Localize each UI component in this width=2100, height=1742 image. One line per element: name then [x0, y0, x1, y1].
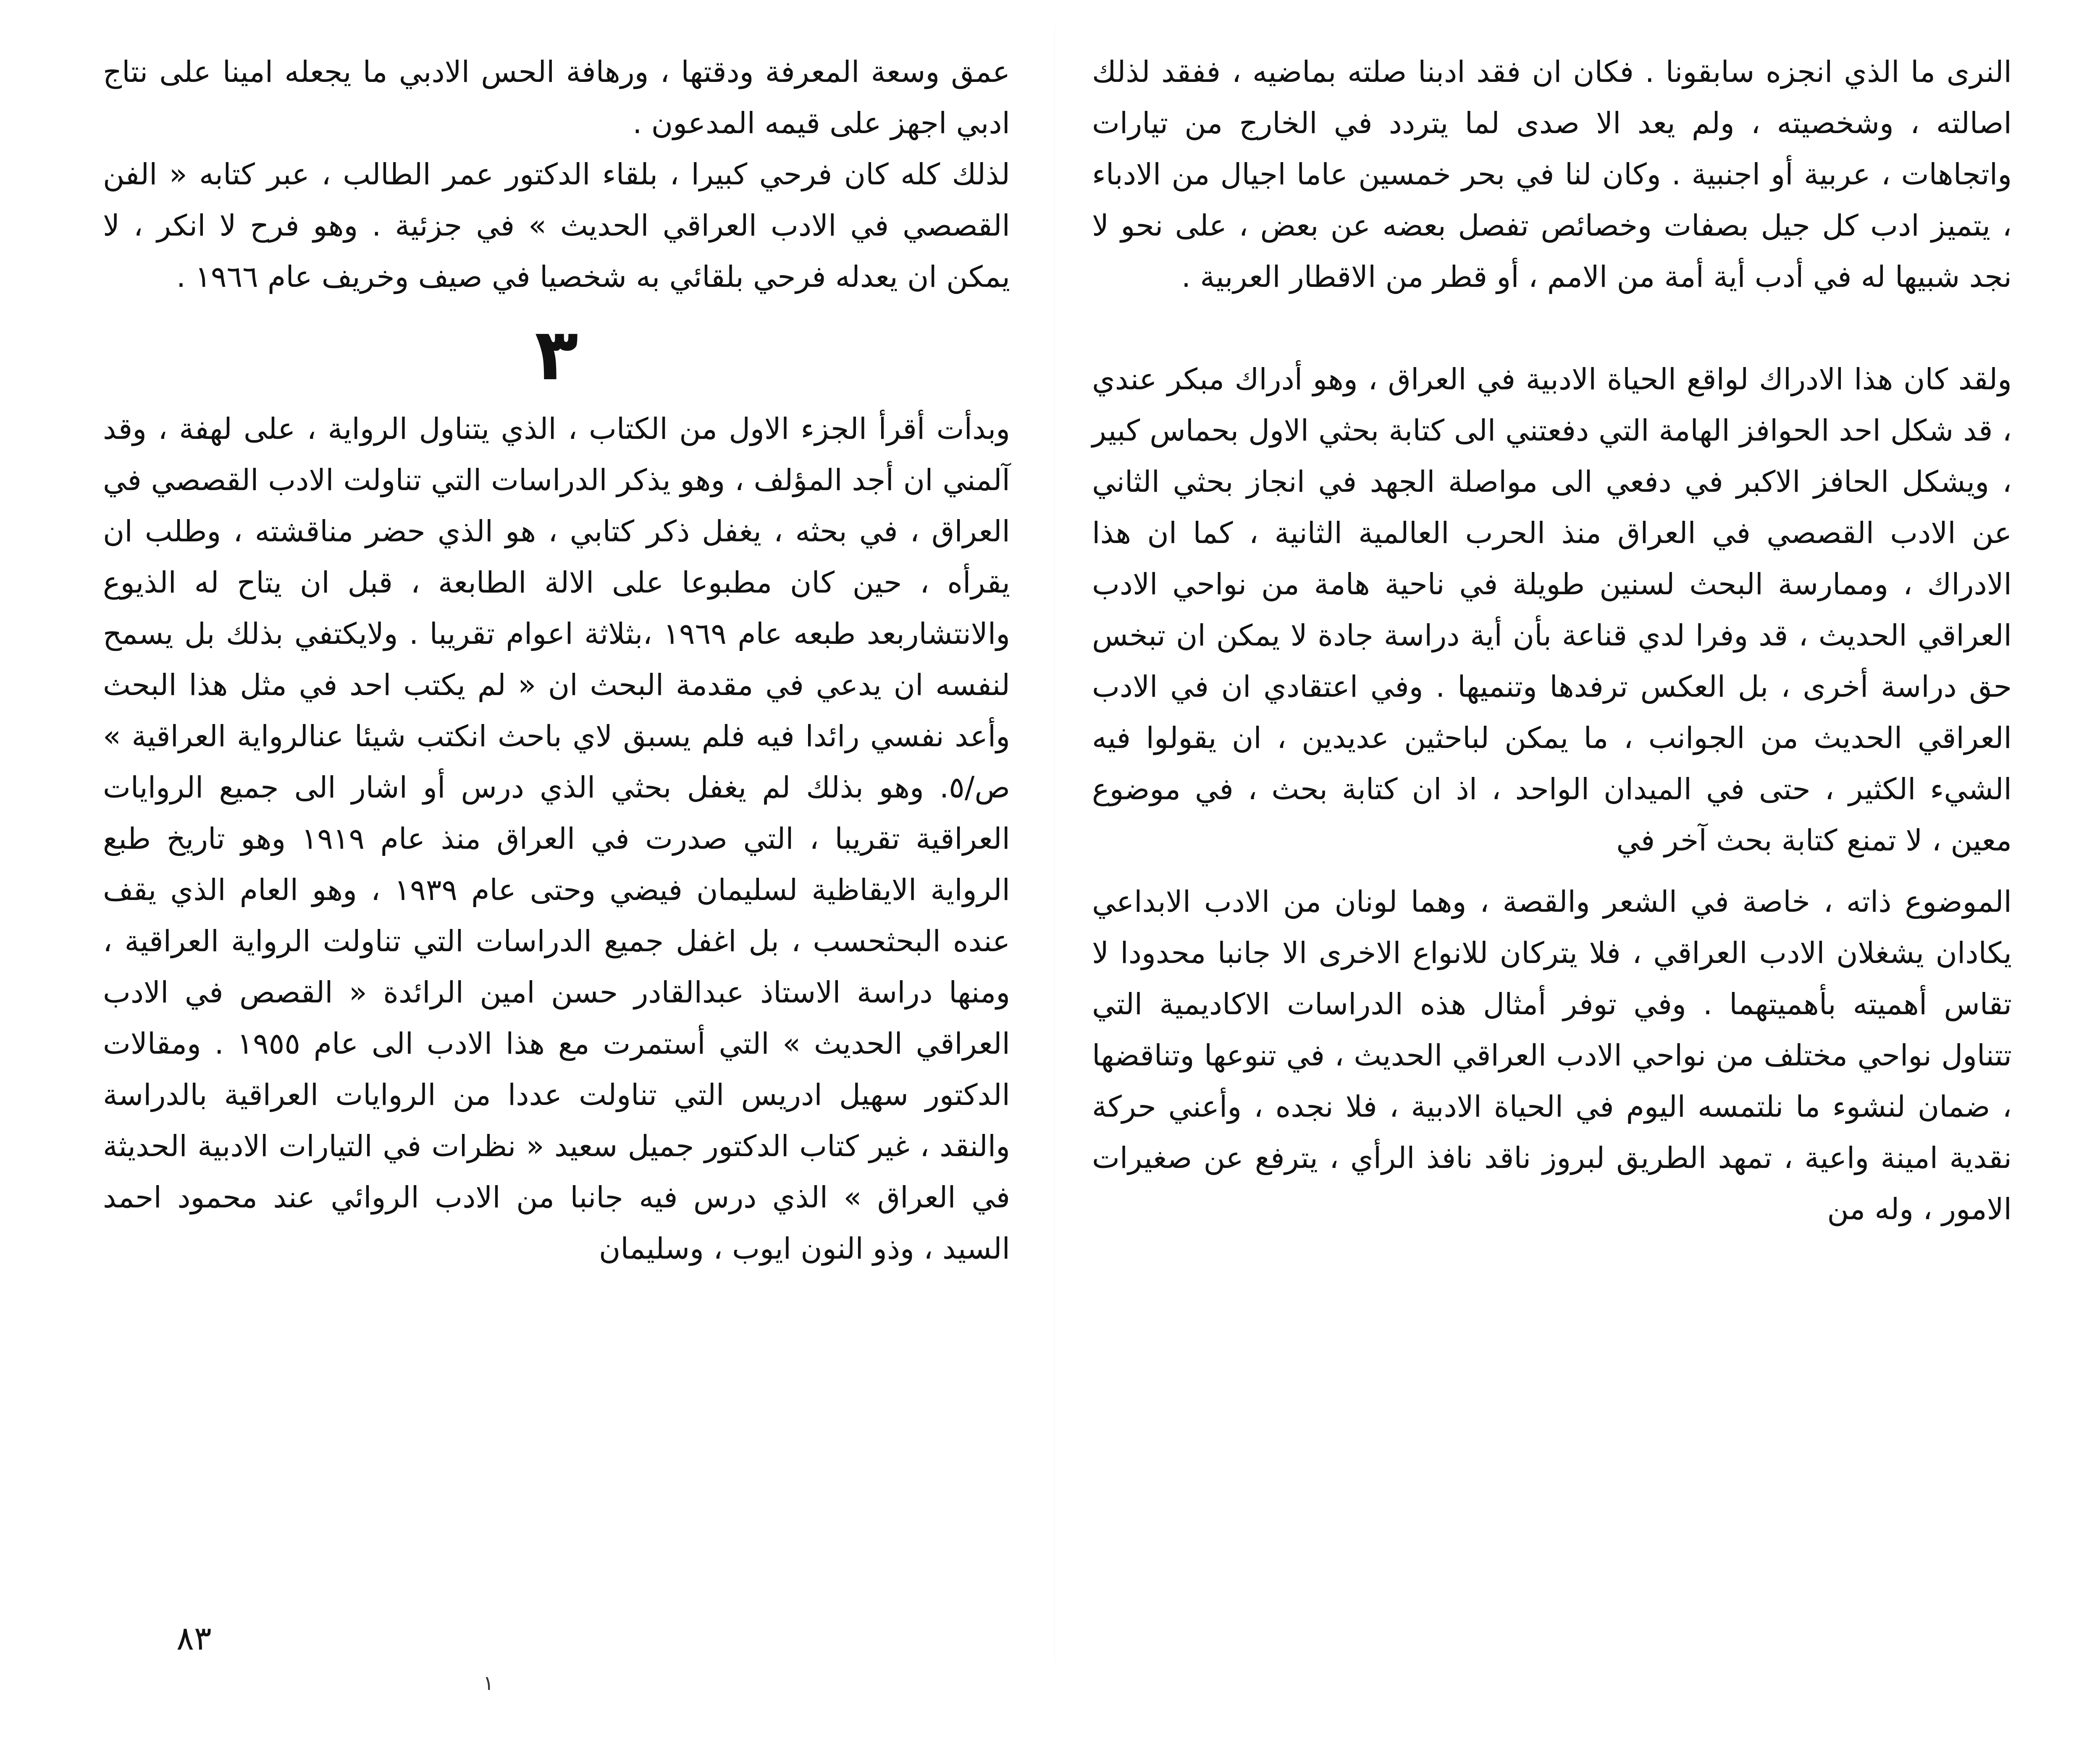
- left-paragraph-3: وبدأت أقرأ الجزء الاول من الكتاب ، الذي يتناول الرواية ، على لهفة ، وقد آلمني ان أجد المؤلف ، وهو يذكر الدراسات التي تناولت الادب القصصي في العراق ، في بحثه ، يغفل ذكر كتابي ، هو الذي حضر مناقشته ، وطلب ان يقرأه ، حين كان مطبوعا على الالة الطابعة ، قبل ان يتاح له الذيوع والانتشاربعد طبعه عام ١٩٦٩ ،بثلاثة اعوام تقريبا . ولايكتفي بذلك بل يسمح لنفسه ان يدعي في مقدمة البحث ان « لم يكتب احد في مثل هذا البحث وأعد نفسي رائدا فيه فلم يسبق لاي باحث انكتب شيئا عنالرواية العراقية » ص/٥. وهو بذلك لم يغفل بحثي الذي درس أو اشار الى جميع الروايات العراقية تقريبا ، التي صدرت في العراق منذ عام ١٩١٩ وهو تاريخ طبع الرواية الايقاظية لسليمان فيضي وحتى عام ١٩٣٩ ، وهو العام الذي يقف عنده البحثحسب ، بل اغفل جميع الدراسات التي تناولت الرواية العراقية ، ومنها دراسة الاستاذ عبدالقادر حسن امين الرائدة « القصص في الادب العراقي الحديث » التي أستمرت مع هذا الادب الى عام ١٩٥٥ . ومقالات الدكتور سهيل ادريس التي تناولت عددا من الروايات العراقية بالدراسة والنقد ، غير كتاب الدكتور جميل سعيد « نظرات في التيارات الادبية الحديثة في العراق » الذي درس فيه جانبا من الادب الروائي عند محمود احمد السيد ، وذو النون ايوب ، وسليمان: [103, 412, 1011, 1266]
- section-number-heading: ٣: [535, 313, 578, 396]
- right-paragraph-2: ولقد كان هذا الادراك لواقع الحياة الادبية في العراق ، وهو أدراك مبكر عندي ، قد شكل احد الحوافز الهامة التي دفعتني الى كتابة بحثي الاول بحماس كبير ، ويشكل الحافز الاكبر في دفعي الى مواصلة الجهد في انجاز بحثي الثاني عن الادب القصصي في العراق منذ الحرب العالمية الثانية ، كما ان هذا الادراك ، وممارسة البحث لسنين طويلة في ناحية هامة من نواحي الادب العراقي الحديث ، قد وفرا لدي قناعة بأن أية دراسة جادة لا يمكن ان تبخس حق دراسة أخرى ، بل العكس ترفدها وتنميها . وفي اعتقادي ان في الادب العراقي الحديث من الجوانب ، ما يمكن لباحثين عديدين ، ان يقولوا فيه الشيء الكثير ، حتى في الميدان الواحد ، اذ ان كتابة بحث ، في موضوع معين ، لا تمنع كتابة بحث آخر في: [1092, 362, 2012, 858]
- left-paragraph-2: لذلك كله كان فرحي كبيرا ، بلقاء الدكتور عمر الطالب ، عبر كتابه « الفن القصصي في الادب العراقي الحديث » في جزئية . وهو فرح لا انكر ، لا يمكن ان يعدله فرحي بلقائي به شخصيا في صيف وخريف عام ١٩٦٦ .: [103, 157, 1010, 294]
- page-fold-line: [1054, 25, 1055, 1663]
- page-number: ٨٣: [176, 1620, 212, 1658]
- left-column: [103, 46, 1010, 1274]
- right-column: [1092, 46, 2012, 1235]
- right-paragraph-3: الموضوع ذاته ، خاصة في الشعر والقصة ، وهما لونان من الادب الابداعي يكادان يشغلان الادب العراقي ، فلا يتركان للانواع الاخرى الا جانبا محدودا لا تقاس أهميته بأهميتهما . وفي توفر أمثال هذه الدراسات الاكاديمية التي تتناول نواحي مختلف من نواحي الادب العراقي الحديث ، في تنوعها وتناقضها ، ضمان لنشوء ما نلتمسه اليوم في الحياة الادبية ، فلا نجده ، وأعني حركة نقدية امينة واعية ، تمهد الطريق لبروز ناقد نافذ الرأي ، يترفع عن صغيرات الامور ، وله من: [1092, 884, 2012, 1226]
- right-paragraph-1: النرى ما الذي انجزه سابقونا . فكان ان فقد ادبنا صلته بماضيه ، ففقد لذلك اصالته ، وشخصيته ، ولم يعد الا صدى لما يتردد في الخارج من تيارات واتجاهات ، عربية أو اجنبية . وكان لنا في بحر خمسين عاما اجيال من الادباء ، يتميز ادب كل جيل بصفات وخصائص تفصل بعضه عن بعض ، على نحو لا نجد شبيها له في أدب أية أمة من الامم ، أو قطر من الاقطار العربية .: [1092, 55, 2012, 294]
- left-paragraph-1: عمق وسعة المعرفة ودقتها ، ورهافة الحس الادبي ما يجعله امينا على نتاج ادبي اجهز على قيمه المدعون .: [103, 55, 1010, 140]
- footnote-mark: ١: [483, 1671, 494, 1695]
